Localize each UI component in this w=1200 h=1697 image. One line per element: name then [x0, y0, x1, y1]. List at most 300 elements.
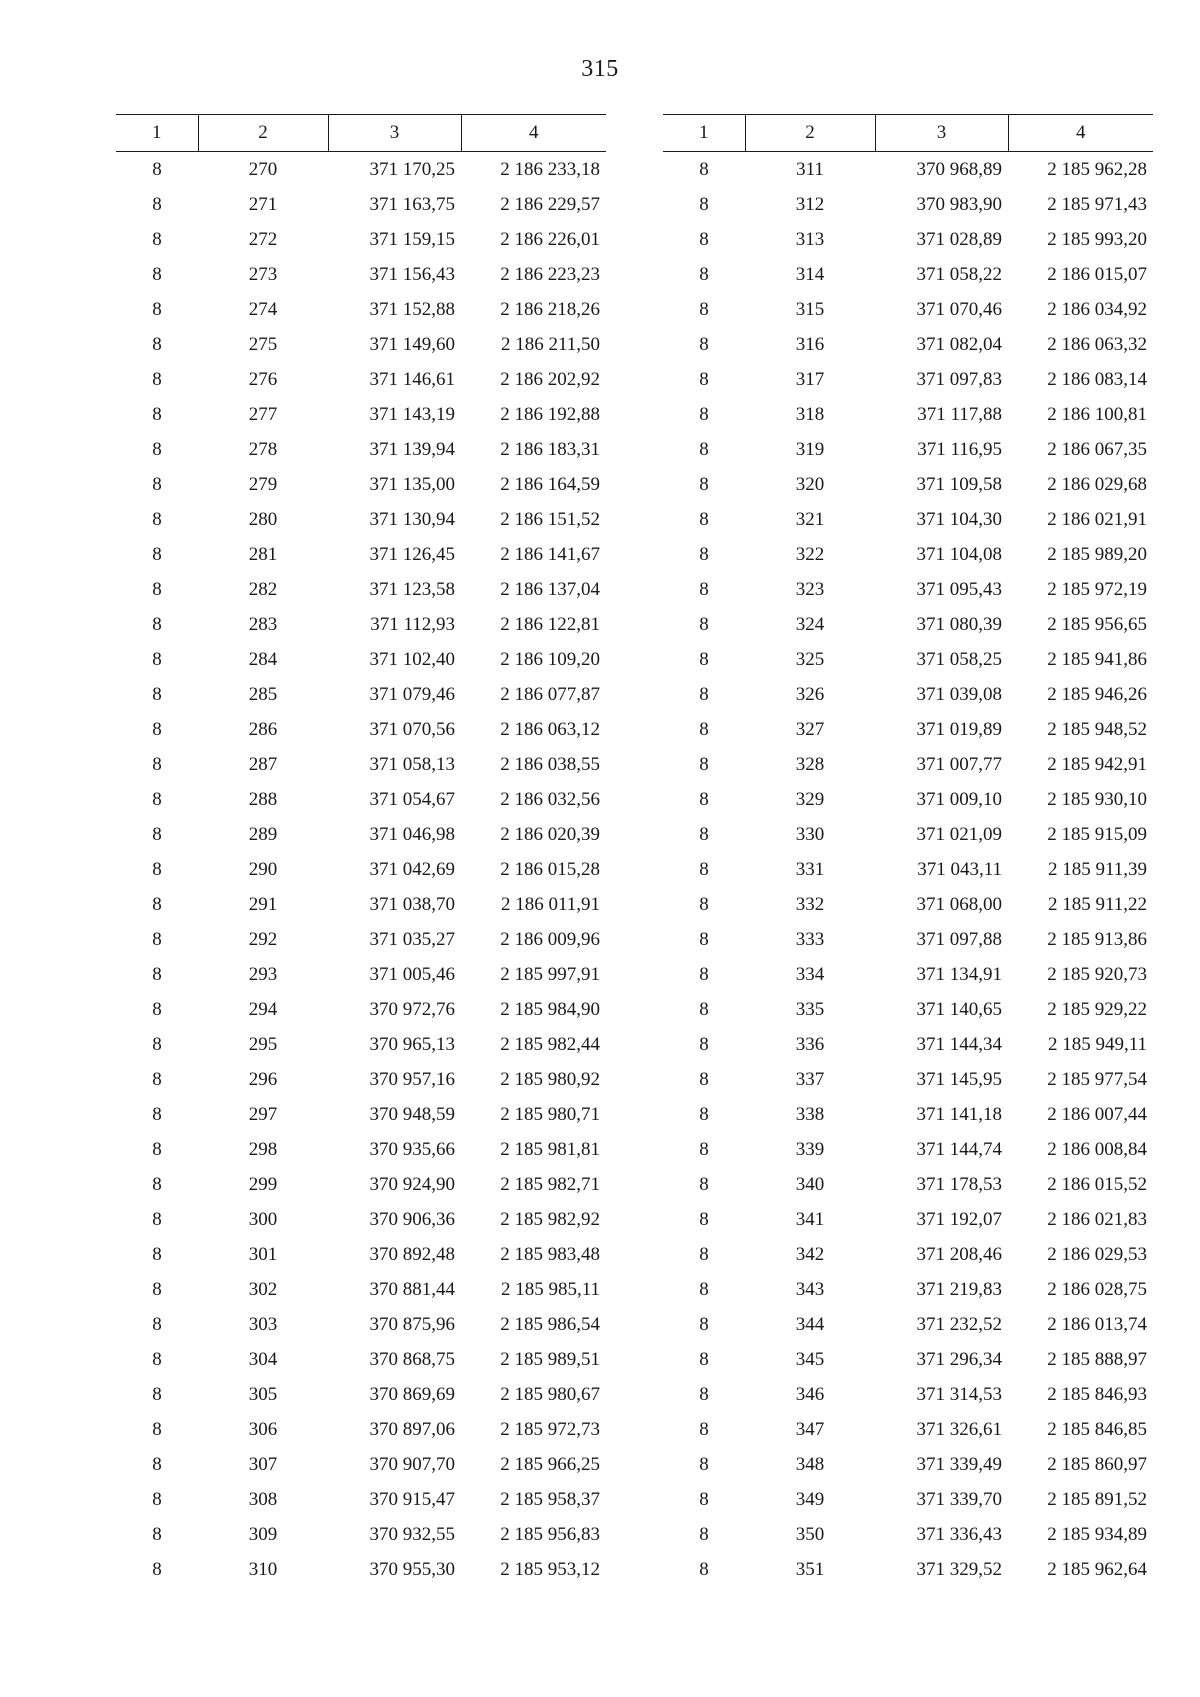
point-number-cell: 279: [248, 473, 278, 495]
zone-number-cell: 8: [152, 1068, 162, 1090]
zone-number-cell: 8: [152, 998, 162, 1020]
table-row: [663, 1132, 1153, 1167]
zone-number-cell: 8: [152, 1033, 162, 1055]
table-row: [663, 292, 1153, 327]
x-coordinate-cell: 371 109,58: [916, 473, 1002, 495]
x-coordinate-cell: 370 906,36: [369, 1208, 455, 1230]
y-coordinate-cell: 2 186 223,23: [500, 263, 600, 285]
y-coordinate-cell: 2 185 980,71: [500, 1103, 600, 1125]
zone-number-cell: 8: [152, 648, 162, 670]
x-coordinate-cell: 371 139,94: [369, 438, 455, 460]
y-coordinate-cell: 2 185 982,92: [500, 1208, 600, 1230]
x-coordinate-cell: 370 935,66: [369, 1138, 455, 1160]
point-number-cell: 270: [248, 158, 278, 180]
y-coordinate-cell: 2 185 972,73: [500, 1418, 600, 1440]
y-coordinate-cell: 2 185 966,25: [500, 1453, 600, 1475]
point-number-cell: 316: [795, 333, 825, 355]
table-row: [663, 782, 1153, 817]
zone-number-cell: 8: [152, 1418, 162, 1440]
point-number-cell: 322: [795, 543, 825, 565]
point-number-cell: 291: [248, 893, 278, 915]
point-number-cell: 348: [795, 1453, 825, 1475]
x-coordinate-cell: 371 143,19: [369, 403, 455, 425]
zone-number-cell: 8: [699, 1488, 709, 1510]
column-header-2: 2: [745, 115, 875, 152]
y-coordinate-cell: 2 186 083,14: [1047, 368, 1147, 390]
y-coordinate-cell: 2 185 971,43: [1047, 193, 1147, 215]
zone-number-cell: 8: [152, 1173, 162, 1195]
table-row: [116, 1342, 606, 1377]
point-number-cell: 283: [248, 613, 278, 635]
table-row: [663, 677, 1153, 712]
x-coordinate-cell: 370 972,76: [369, 998, 455, 1020]
point-number-cell: 277: [248, 403, 278, 425]
table-row: [116, 782, 606, 817]
table-row: [663, 747, 1153, 782]
y-coordinate-cell: 2 186 011,91: [500, 893, 600, 915]
point-number-cell: 323: [795, 578, 825, 600]
column-header-2: 2: [198, 115, 328, 152]
zone-number-cell: 8: [152, 788, 162, 810]
zone-number-cell: 8: [699, 788, 709, 810]
y-coordinate-cell: 2 186 008,84: [1047, 1138, 1147, 1160]
y-coordinate-cell: 2 186 109,20: [500, 648, 600, 670]
table-row: [116, 572, 606, 607]
table-row: [663, 1482, 1153, 1517]
table-row: [116, 957, 606, 992]
table-row: [116, 992, 606, 1027]
x-coordinate-cell: 370 869,69: [369, 1383, 455, 1405]
y-coordinate-cell: 2 186 233,18: [500, 158, 600, 180]
y-coordinate-cell: 2 185 997,91: [500, 963, 600, 985]
x-coordinate-cell: 371 021,09: [916, 823, 1002, 845]
x-coordinate-cell: 371 097,88: [916, 928, 1002, 950]
y-coordinate-cell: 2 186 020,39: [500, 823, 600, 845]
table-row: [116, 187, 606, 222]
zone-number-cell: 8: [152, 473, 162, 495]
point-number-cell: 338: [795, 1103, 825, 1125]
table-row: [663, 1307, 1153, 1342]
point-number-cell: 307: [248, 1453, 278, 1475]
x-coordinate-cell: 371 038,70: [369, 893, 455, 915]
zone-number-cell: 8: [699, 998, 709, 1020]
x-coordinate-cell: 371 192,07: [916, 1208, 1002, 1230]
x-coordinate-cell: 371 219,83: [916, 1278, 1002, 1300]
point-number-cell: 301: [248, 1243, 278, 1265]
point-number-cell: 278: [248, 438, 278, 460]
point-number-cell: 302: [248, 1278, 278, 1300]
table-row: [116, 1307, 606, 1342]
x-coordinate-cell: 371 104,30: [916, 508, 1002, 530]
table-row: [663, 152, 1153, 188]
point-number-cell: 327: [795, 718, 825, 740]
table-row: [116, 887, 606, 922]
coordinates-table-right: [663, 114, 1153, 1587]
point-number-cell: 340: [795, 1173, 825, 1195]
x-coordinate-cell: 370 915,47: [369, 1488, 455, 1510]
point-number-cell: 287: [248, 753, 278, 775]
x-coordinate-cell: 371 329,52: [916, 1558, 1002, 1580]
zone-number-cell: 8: [699, 1138, 709, 1160]
x-coordinate-cell: 371 042,69: [369, 858, 455, 880]
y-coordinate-cell: 2 185 949,11: [1047, 1033, 1147, 1055]
zone-number-cell: 8: [699, 858, 709, 880]
x-coordinate-cell: 371 097,83: [916, 368, 1002, 390]
y-coordinate-cell: 2 185 860,97: [1047, 1453, 1147, 1475]
point-number-cell: 328: [795, 753, 825, 775]
point-number-cell: 333: [795, 928, 825, 950]
point-number-cell: 343: [795, 1278, 825, 1300]
y-coordinate-cell: 2 185 982,44: [500, 1033, 600, 1055]
x-coordinate-cell: 371 134,91: [916, 963, 1002, 985]
point-number-cell: 284: [248, 648, 278, 670]
zone-number-cell: 8: [152, 158, 162, 180]
table-header-row: [663, 115, 1153, 152]
x-coordinate-cell: 371 007,77: [916, 753, 1002, 775]
x-coordinate-cell: 370 983,90: [916, 193, 1002, 215]
point-number-cell: 296: [248, 1068, 278, 1090]
x-coordinate-cell: 371 170,25: [369, 158, 455, 180]
point-number-cell: 324: [795, 613, 825, 635]
zone-number-cell: 8: [699, 1243, 709, 1265]
y-coordinate-cell: 2 186 151,52: [500, 508, 600, 530]
y-coordinate-cell: 2 185 846,93: [1047, 1383, 1147, 1405]
point-number-cell: 325: [795, 648, 825, 670]
x-coordinate-cell: 371 019,89: [916, 718, 1002, 740]
zone-number-cell: 8: [699, 1103, 709, 1125]
table-row: [663, 327, 1153, 362]
table-row: [116, 292, 606, 327]
point-number-cell: 303: [248, 1313, 278, 1335]
table-row: [663, 1552, 1153, 1587]
point-number-cell: 317: [795, 368, 825, 390]
point-number-cell: 332: [795, 893, 825, 915]
zone-number-cell: 8: [699, 1313, 709, 1335]
x-coordinate-cell: 371 208,46: [916, 1243, 1002, 1265]
table-row: [663, 1342, 1153, 1377]
point-number-cell: 295: [248, 1033, 278, 1055]
y-coordinate-cell: 2 186 038,55: [500, 753, 600, 775]
point-number-cell: 292: [248, 928, 278, 950]
table-row: [116, 362, 606, 397]
zone-number-cell: 8: [699, 193, 709, 215]
y-coordinate-cell: 2 185 985,11: [500, 1278, 600, 1300]
table-row: [116, 1202, 606, 1237]
point-number-cell: 311: [796, 158, 824, 180]
zone-number-cell: 8: [699, 508, 709, 530]
x-coordinate-cell: 371 058,13: [369, 753, 455, 775]
x-coordinate-cell: 370 907,70: [369, 1453, 455, 1475]
zone-number-cell: 8: [699, 613, 709, 635]
table-row: [663, 362, 1153, 397]
y-coordinate-cell: 2 185 911,39: [1047, 858, 1147, 880]
zone-number-cell: 8: [699, 1033, 709, 1055]
x-coordinate-cell: 371 146,61: [369, 368, 455, 390]
point-number-cell: 342: [795, 1243, 825, 1265]
point-number-cell: 318: [795, 403, 825, 425]
y-coordinate-cell: 2 185 972,19: [1047, 578, 1147, 600]
x-coordinate-cell: 371 140,65: [916, 998, 1002, 1020]
y-coordinate-cell: 2 185 989,20: [1047, 543, 1147, 565]
point-number-cell: 346: [795, 1383, 825, 1405]
point-number-cell: 313: [795, 228, 825, 250]
table-row: [663, 887, 1153, 922]
x-coordinate-cell: 371 232,52: [916, 1313, 1002, 1335]
column-header-4: 4: [461, 115, 606, 152]
table-row: [116, 852, 606, 887]
zone-number-cell: 8: [152, 228, 162, 250]
table-row: [663, 1517, 1153, 1552]
zone-number-cell: 8: [152, 613, 162, 635]
x-coordinate-cell: 371 039,08: [916, 683, 1002, 705]
point-number-cell: 290: [248, 858, 278, 880]
table-row: [116, 1482, 606, 1517]
y-coordinate-cell: 2 185 986,54: [500, 1313, 600, 1335]
table-row: [663, 187, 1153, 222]
table-row: [663, 1097, 1153, 1132]
point-number-cell: 337: [795, 1068, 825, 1090]
zone-number-cell: 8: [152, 1348, 162, 1370]
x-coordinate-cell: 371 326,61: [916, 1418, 1002, 1440]
y-coordinate-cell: 2 185 948,52: [1047, 718, 1147, 740]
table-row: [116, 1412, 606, 1447]
x-coordinate-cell: 371 112,93: [370, 613, 455, 635]
point-number-cell: 298: [248, 1138, 278, 1160]
x-coordinate-cell: 371 144,74: [916, 1138, 1002, 1160]
zone-number-cell: 8: [152, 543, 162, 565]
zone-number-cell: 8: [152, 1208, 162, 1230]
point-number-cell: 314: [795, 263, 825, 285]
point-number-cell: 306: [248, 1418, 278, 1440]
point-number-cell: 276: [248, 368, 278, 390]
coordinates-table-left: [116, 114, 606, 1587]
point-number-cell: 271: [248, 193, 278, 215]
table-row: [663, 1167, 1153, 1202]
x-coordinate-cell: 371 080,39: [916, 613, 1002, 635]
x-coordinate-cell: 370 892,48: [369, 1243, 455, 1265]
zone-number-cell: 8: [152, 193, 162, 215]
table-row: [663, 1202, 1153, 1237]
point-number-cell: 272: [248, 228, 278, 250]
y-coordinate-cell: 2 185 946,26: [1047, 683, 1147, 705]
x-coordinate-cell: 371 117,88: [917, 403, 1002, 425]
zone-number-cell: 8: [699, 963, 709, 985]
point-number-cell: 326: [795, 683, 825, 705]
y-coordinate-cell: 2 185 956,83: [500, 1523, 600, 1545]
x-coordinate-cell: 371 035,27: [369, 928, 455, 950]
zone-number-cell: 8: [699, 683, 709, 705]
y-coordinate-cell: 2 186 122,81: [500, 613, 600, 635]
table-row: [663, 397, 1153, 432]
x-coordinate-cell: 371 156,43: [369, 263, 455, 285]
zone-number-cell: 8: [152, 1383, 162, 1405]
zone-number-cell: 8: [152, 438, 162, 460]
point-number-cell: 308: [248, 1488, 278, 1510]
table-row: [116, 222, 606, 257]
y-coordinate-cell: 2 186 067,35: [1047, 438, 1147, 460]
table-row: [116, 747, 606, 782]
x-coordinate-cell: 370 932,55: [369, 1523, 455, 1545]
y-coordinate-cell: 2 185 958,37: [500, 1488, 600, 1510]
y-coordinate-cell: 2 186 029,68: [1047, 473, 1147, 495]
column-header-3: 3: [875, 115, 1008, 152]
zone-number-cell: 8: [699, 1523, 709, 1545]
zone-number-cell: 8: [699, 1453, 709, 1475]
zone-number-cell: 8: [699, 333, 709, 355]
y-coordinate-cell: 2 186 164,59: [500, 473, 600, 495]
y-coordinate-cell: 2 185 962,64: [1047, 1558, 1147, 1580]
y-coordinate-cell: 2 185 913,86: [1047, 928, 1147, 950]
x-coordinate-cell: 371 336,43: [916, 1523, 1002, 1545]
point-number-cell: 330: [795, 823, 825, 845]
y-coordinate-cell: 2 186 183,31: [500, 438, 600, 460]
y-coordinate-cell: 2 185 891,52: [1047, 1488, 1147, 1510]
y-coordinate-cell: 2 185 911,22: [1047, 893, 1147, 915]
x-coordinate-cell: 371 005,46: [369, 963, 455, 985]
table-row: [116, 1272, 606, 1307]
y-coordinate-cell: 2 186 226,01: [500, 228, 600, 250]
y-coordinate-cell: 2 186 015,07: [1047, 263, 1147, 285]
y-coordinate-cell: 2 185 920,73: [1047, 963, 1147, 985]
table-row: [116, 642, 606, 677]
x-coordinate-cell: 371 070,56: [369, 718, 455, 740]
y-coordinate-cell: 2 185 977,54: [1047, 1068, 1147, 1090]
x-coordinate-cell: 371 130,94: [369, 508, 455, 530]
point-number-cell: 315: [795, 298, 825, 320]
x-coordinate-cell: 371 102,40: [369, 648, 455, 670]
y-coordinate-cell: 2 185 993,20: [1047, 228, 1147, 250]
table-row: [663, 1062, 1153, 1097]
zone-number-cell: 8: [152, 508, 162, 530]
zone-number-cell: 8: [699, 1068, 709, 1090]
table-row: [663, 572, 1153, 607]
y-coordinate-cell: 2 185 983,48: [500, 1243, 600, 1265]
zone-number-cell: 8: [152, 578, 162, 600]
table-row: [116, 432, 606, 467]
zone-number-cell: 8: [152, 1488, 162, 1510]
table-row: [116, 152, 606, 188]
y-coordinate-cell: 2 186 028,75: [1047, 1278, 1147, 1300]
x-coordinate-cell: 371 068,00: [916, 893, 1002, 915]
x-coordinate-cell: 371 058,25: [916, 648, 1002, 670]
zone-number-cell: 8: [699, 1383, 709, 1405]
zone-number-cell: 8: [152, 298, 162, 320]
x-coordinate-cell: 371 126,45: [369, 543, 455, 565]
y-coordinate-cell: 2 185 956,65: [1047, 613, 1147, 635]
x-coordinate-cell: 371 296,34: [916, 1348, 1002, 1370]
y-coordinate-cell: 2 185 934,89: [1047, 1523, 1147, 1545]
point-number-cell: 350: [795, 1523, 825, 1545]
point-number-cell: 304: [248, 1348, 278, 1370]
zone-number-cell: 8: [699, 368, 709, 390]
table-header-row: [116, 115, 606, 152]
y-coordinate-cell: 2 186 021,91: [1047, 508, 1147, 530]
x-coordinate-cell: 371 104,08: [916, 543, 1002, 565]
point-number-cell: 351: [795, 1558, 825, 1580]
y-coordinate-cell: 2 186 021,83: [1047, 1208, 1147, 1230]
zone-number-cell: 8: [699, 228, 709, 250]
point-number-cell: 275: [248, 333, 278, 355]
x-coordinate-cell: 370 968,89: [916, 158, 1002, 180]
table-row: [663, 642, 1153, 677]
table-row: [663, 257, 1153, 292]
x-coordinate-cell: 371 079,46: [369, 683, 455, 705]
table-row: [116, 712, 606, 747]
table-row: [116, 1062, 606, 1097]
zone-number-cell: 8: [699, 1208, 709, 1230]
zone-number-cell: 8: [699, 438, 709, 460]
zone-number-cell: 8: [699, 1278, 709, 1300]
zone-number-cell: 8: [152, 1138, 162, 1160]
point-number-cell: 294: [248, 998, 278, 1020]
zone-number-cell: 8: [152, 823, 162, 845]
zone-number-cell: 8: [152, 1243, 162, 1265]
zone-number-cell: 8: [699, 158, 709, 180]
zone-number-cell: 8: [699, 648, 709, 670]
y-coordinate-cell: 2 186 029,53: [1047, 1243, 1147, 1265]
zone-number-cell: 8: [152, 1523, 162, 1545]
table-row: [663, 817, 1153, 852]
zone-number-cell: 8: [699, 753, 709, 775]
x-coordinate-cell: 371 159,15: [369, 228, 455, 250]
zone-number-cell: 8: [699, 403, 709, 425]
column-header-4: 4: [1008, 115, 1153, 152]
zone-number-cell: 8: [152, 1558, 162, 1580]
table-row: [663, 1447, 1153, 1482]
x-coordinate-cell: 371 082,04: [916, 333, 1002, 355]
y-coordinate-cell: 2 185 980,67: [500, 1383, 600, 1405]
x-coordinate-cell: 371 043,11: [917, 858, 1002, 880]
x-coordinate-cell: 371 152,88: [369, 298, 455, 320]
x-coordinate-cell: 371 116,95: [917, 438, 1002, 460]
table-row: [116, 1027, 606, 1062]
point-number-cell: 274: [248, 298, 278, 320]
y-coordinate-cell: 2 185 981,81: [500, 1138, 600, 1160]
point-number-cell: 309: [248, 1523, 278, 1545]
x-coordinate-cell: 370 897,06: [369, 1418, 455, 1440]
table-row: [116, 1377, 606, 1412]
y-coordinate-cell: 2 186 034,92: [1047, 298, 1147, 320]
y-coordinate-cell: 2 185 941,86: [1047, 648, 1147, 670]
zone-number-cell: 8: [699, 543, 709, 565]
point-number-cell: 344: [795, 1313, 825, 1335]
zone-number-cell: 8: [152, 1453, 162, 1475]
y-coordinate-cell: 2 185 982,71: [500, 1173, 600, 1195]
table-row: [663, 922, 1153, 957]
column-header-1: 1: [116, 115, 198, 152]
table-row: [663, 222, 1153, 257]
table-row: [663, 852, 1153, 887]
x-coordinate-cell: 370 868,75: [369, 1348, 455, 1370]
zone-number-cell: 8: [699, 473, 709, 495]
point-number-cell: 341: [795, 1208, 825, 1230]
x-coordinate-cell: 370 957,16: [369, 1068, 455, 1090]
zone-number-cell: 8: [699, 1348, 709, 1370]
y-coordinate-cell: 2 186 009,96: [500, 928, 600, 950]
zone-number-cell: 8: [152, 753, 162, 775]
y-coordinate-cell: 2 185 846,85: [1047, 1418, 1147, 1440]
table-row: [116, 922, 606, 957]
zone-number-cell: 8: [699, 1173, 709, 1195]
y-coordinate-cell: 2 186 192,88: [500, 403, 600, 425]
point-number-cell: 331: [795, 858, 825, 880]
table-row: [116, 607, 606, 642]
y-coordinate-cell: 2 186 032,56: [500, 788, 600, 810]
point-number-cell: 299: [248, 1173, 278, 1195]
x-coordinate-cell: 371 144,34: [916, 1033, 1002, 1055]
zone-number-cell: 8: [699, 298, 709, 320]
y-coordinate-cell: 2 185 980,92: [500, 1068, 600, 1090]
